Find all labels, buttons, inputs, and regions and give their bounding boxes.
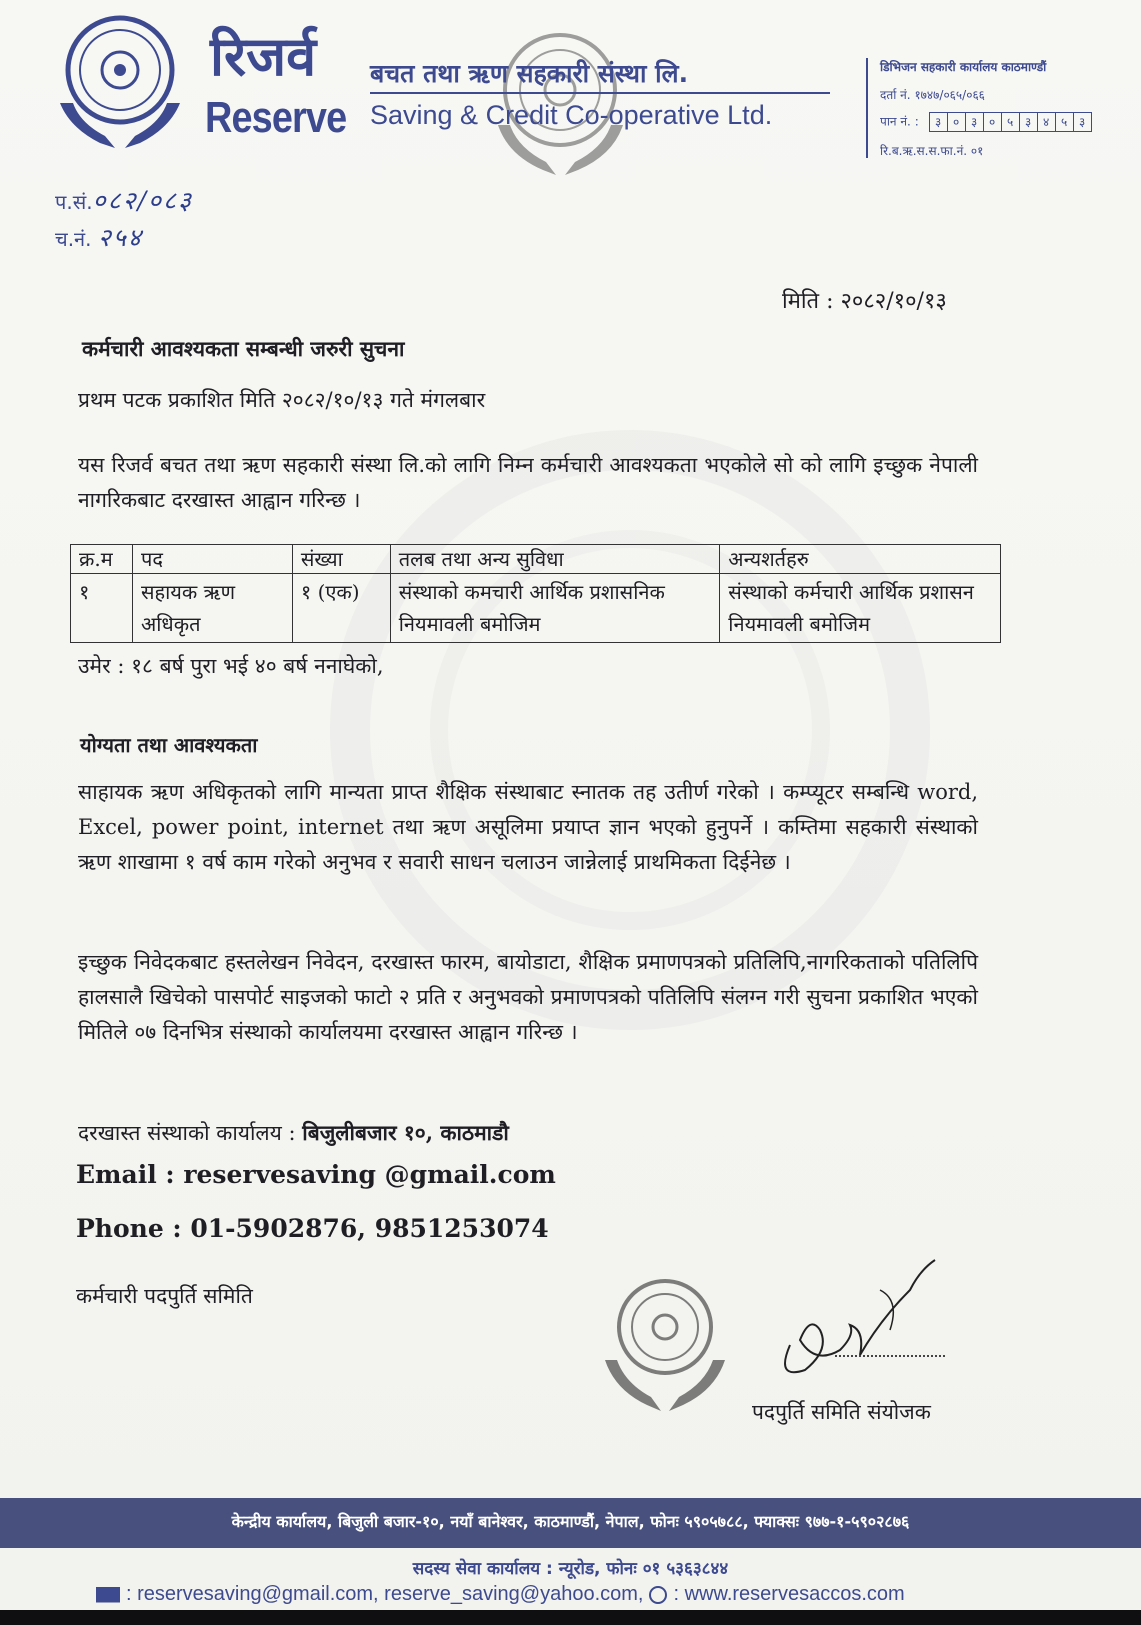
letter-date: मिति : २०८२/१०/१३: [782, 289, 947, 314]
coop-form-number: रि.ब.ऋ.स.स.फा.नं. ०१: [880, 144, 984, 158]
column-header-salary: तलब तथा अन्य सुविधा: [390, 545, 720, 574]
pan-digit: ५: [1056, 113, 1074, 131]
footer-website: : www.reservesaccos.com: [673, 1583, 905, 1605]
org-name-nepali: बचत तथा ऋण सहकारी संस्था लि.: [370, 59, 689, 88]
cell-sn: १: [71, 574, 133, 643]
age-requirement: उमेर : १८ बर्ष पुरा भई ४० बर्ष ननाघेको,: [78, 654, 384, 678]
pan-digit: ०: [984, 113, 1002, 131]
pan-digit: ५: [1002, 113, 1020, 131]
pan-digit: ०: [948, 113, 966, 131]
division-office: डिभिजन सहकारी कार्यालय काठमाण्डौं: [880, 60, 1047, 74]
pan-digit: ४: [1038, 113, 1056, 131]
cell-conditions: संस्थाको कर्मचारी आर्थिक प्रशासन नियमावली बमोजिम: [720, 574, 1001, 643]
pan-label: पान नं. :: [880, 114, 919, 129]
table-header-row: [71, 545, 1001, 574]
pan-digit: ३: [966, 113, 984, 131]
registration-divider: [866, 58, 868, 158]
central-office-address: केन्द्रीय कार्यालय, बिजुली बजार-१०, नयाँ बानेश्वर, काठमाण्डौं, नेपाल, फोनः ५९०५७८८, फ्याक्सः ९७७-१-५९०२८७६: [231, 1512, 910, 1531]
mail-icon: [96, 1587, 120, 1603]
globe-icon: [649, 1586, 667, 1604]
column-header-post: पद: [132, 545, 292, 574]
footer-emails: : reservesaving@gmail.com, reserve_saving@yahoo.com,: [126, 1583, 644, 1605]
application-paragraph: इच्छुक निवेदकबाट हस्तलेखन निवेदन, दरखास्त फारम, बायोडाटा, शैक्षिक प्रमाणपत्रको प्रतिलिपि,नागरिकताको पतिलिपि हालसालै खिचेको पासपोर्ट साइजको फाटो २ प्रति र अनुभवको प्रमाणपत्रको पतिलिपि संलग्न गरी सुचना प्रकाशित भएको मितिले ०७ दिनभित्र संस्थाको कार्यालयमा दरखास्त आह्वान गरिन्छ ।: [78, 950, 978, 1044]
bottom-edge: [0, 1610, 1141, 1625]
notice-heading: कर्मचारी आवश्यकता सम्बन्धी जरुरी सुचना: [82, 336, 405, 361]
reference-value: ०८२/०८३: [92, 186, 194, 215]
qualification-heading: योग्यता तथा आवश्यकता: [80, 733, 258, 757]
dispatch-value: २५४: [97, 223, 143, 252]
registration-label: दर्ता नं.: [880, 88, 911, 102]
office-stamp-icon: [585, 1265, 745, 1425]
qualification-paragraph: साहायक ऋण अधिकृतको लागि मान्यता प्राप्त शैक्षिक संस्थाबाट स्नातक तह उतीर्ण गरेको । कम्प्यूटर सम्बन्धि word, Excel, power point, internet तथा ऋण असूलिमा प्रयाप्त ज्ञान भएको हुनुपर्ने । कम्तिमा सहकारी संस्थाको ऋण शाखामा १ वर्ष काम गरेको अनुभव र सवारी साधन चलाउन जान्नेलाई प्राथमिकता दिईनेछ ।: [78, 780, 978, 874]
pan-digit: ३: [1020, 113, 1038, 131]
header-divider: [370, 92, 830, 94]
registration-value: १७४७/०६५/०६६: [914, 88, 985, 102]
reference-label: प.सं.: [55, 190, 93, 214]
pan-digit: ३: [1078, 115, 1086, 129]
member-office: सदस्य सेवा कार्यालय : न्यूरोड, फोनः ०१ ५३६३८४४: [412, 1559, 729, 1579]
office-address: [78, 1115, 978, 1151]
registration-number: [880, 86, 985, 103]
signature-mark: [770, 1250, 970, 1390]
brand-name-nepali: रिजर्व: [210, 25, 317, 88]
column-header-conditions: अन्यशर्तहरु: [720, 545, 1001, 574]
table-row: [71, 574, 1001, 643]
footer-contacts: [96, 1583, 905, 1606]
pan-digit-boxes: [929, 112, 1092, 132]
contact-email: Email : reservesaving @gmail.com: [76, 1160, 556, 1189]
cell-count: १ (एक): [292, 574, 390, 643]
vacancy-table: [70, 544, 1001, 643]
cell-post: सहायक ऋण अधिकृत: [132, 574, 292, 643]
pan-number: [880, 112, 1092, 132]
intro-paragraph: यस रिजर्व बचत तथा ऋण सहकारी संस्था लि.को लागि निम्न कर्मचारी आवश्यकता भएकोले सो को लागि इच्छुक नेपाली नागरिकबाट दरखास्त आह्वान गरिन्छ ।: [78, 453, 978, 512]
dispatch-number: [55, 220, 143, 254]
pan-digit: ३: [930, 113, 948, 131]
column-header-count: संख्या: [292, 545, 390, 574]
footer-band: [0, 1498, 1141, 1548]
published-line: प्रथम पटक प्रकाशित मिति २०८२/१०/१३ गते मंगलबार: [78, 388, 486, 412]
office-label: दरखास्त संस्थाको कार्यालय :: [78, 1121, 296, 1145]
column-header-sn: क्र.म: [71, 545, 133, 574]
org-name-english: Saving & Credit Co-operative Ltd.: [370, 100, 773, 130]
brand-name-english: Reserve: [205, 93, 347, 142]
cell-salary: संस्थाको कमचारी आर्थिक प्रशासनिक नियमावली बमोजिम: [390, 574, 720, 643]
office-value: बिजुलीबजार १०, काठमाडौ: [302, 1120, 509, 1145]
contact-phone: Phone : 01-5902876, 9851253074: [76, 1214, 549, 1243]
committee-name: कर्मचारी पदपुर्ति समिति: [76, 1284, 253, 1308]
reference-number: [55, 183, 193, 217]
signature-line: [835, 1355, 945, 1357]
cooperative-logo-icon: [45, 8, 195, 158]
convener-title: पदपुर्ति समिति संयोजक: [752, 1400, 931, 1424]
dispatch-label: च.नं.: [55, 227, 92, 251]
